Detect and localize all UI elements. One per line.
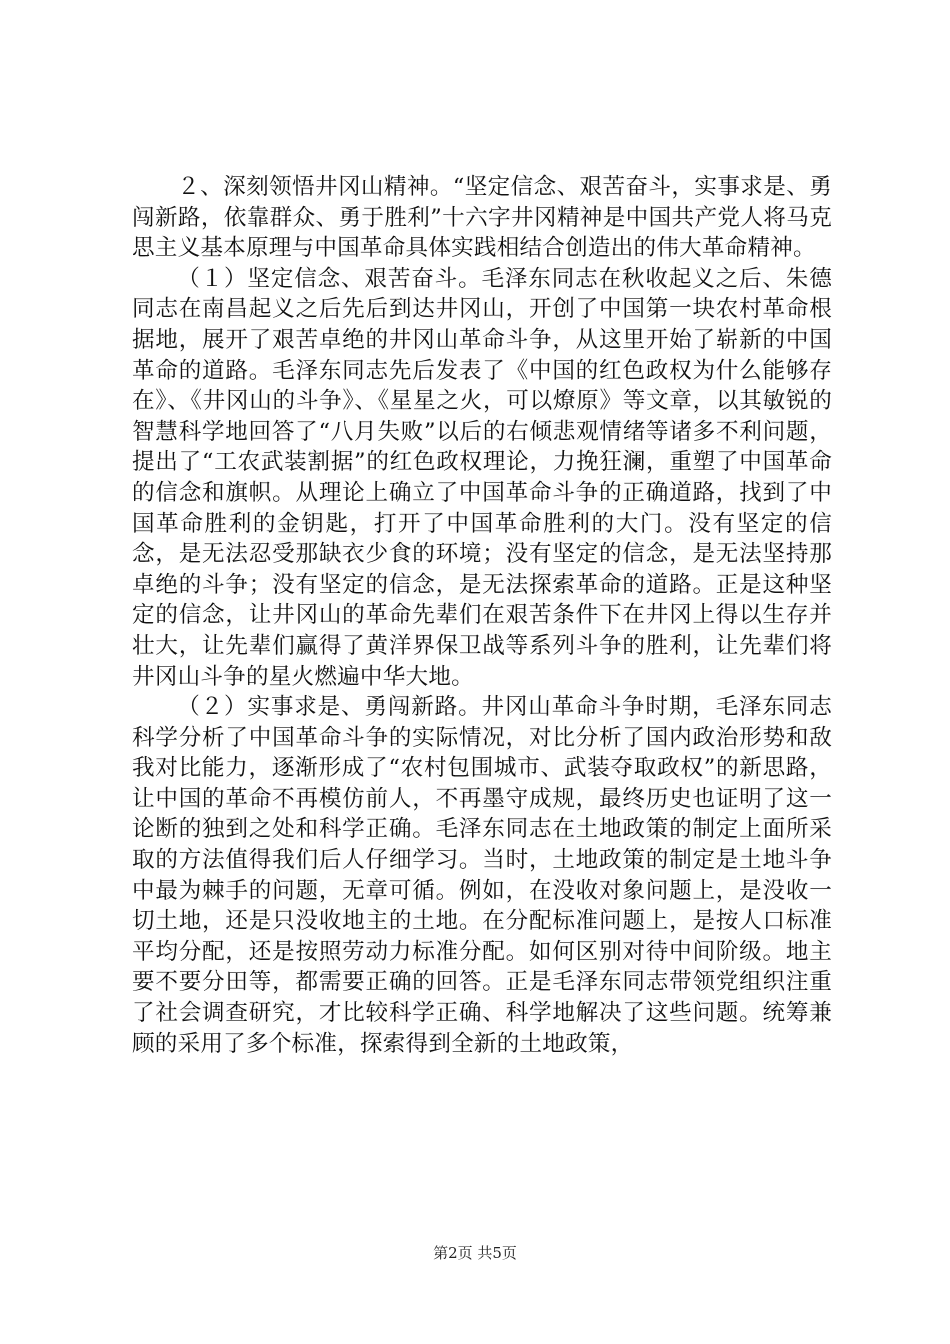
paragraph-firm-belief: （１）坚定信念、艰苦奋斗。毛泽东同志在秋收起义之后、朱德同志在南昌起义之后先后到达井冈山，开创了中国第一块农村革命根据地，展开了艰苦卓绝的井冈山革命斗争，从这里开始了崭新的中国革命的道路。毛泽东同志先后发表了《中国的红色政权为什么能够存在》、《井冈山的斗争》、《星星之火，可以燎原》等文章，以其敏锐的智慧科学地回答了“八月失败”以后的右倾悲观情绪等诸多不利问题，提出了“工农武装割据”的红色政权理论，力挽狂澜，重塑了中国革命的信念和旗帜。从理论上确立了中国革命斗争的正确道路，找到了中国革命胜利的金钥匙，打开了中国革命胜利的大门。没有坚定的信念，是无法忍受那缺衣少食的环境；没有坚定的信念，是无法坚持那卓绝的斗争；没有坚定的信念，是无法探索革命的道路。正是这种坚定的信念，让井冈山的革命先辈们在艰苦条件下在井冈上得以生存并壮大，让先辈们赢得了黄洋界保卫战等系列斗争的胜利，让先辈们将井冈山斗争的星火燃遍中华大地。: [132, 265, 832, 690]
paragraph-jinggangshan-spirit: ２、深刻领悟井冈山精神。“坚定信念、艰苦奋斗，实事求是、勇闯新路，依靠群众、勇于胜利”十六字井冈精神是中国共产党人将马克思主义基本原理与中国革命具体实践相结合创造出的伟大革命精神。: [132, 174, 832, 262]
page-number-footer: 第2页 共5页: [433, 1244, 517, 1262]
document-body: [132, 172, 832, 1059]
paragraph-seek-truth: （２）实事求是、勇闯新路。井冈山革命斗争时期，毛泽东同志科学分析了中国革命斗争的实际情况，对比分析了国内政治形势和敌我对比能力，逐渐形成了“农村包围城市、武装夺取政权”的新思路，让中国的革命不再模仿前人，不再墨守成规，最终历史也证明了这一论断的独到之处和科学正确。毛泽东同志在土地政策的制定上面所采取的方法值得我们后人仔细学习。当时，土地政策的制定是土地斗争中最为棘手的问题，无章可循。例如，在没收对象问题上，是没收一切土地，还是只没收地主的土地。在分配标准问题上，是按人口标准平均分配，还是按照劳动力标准分配。如何区别对待中间阶级。地主要不要分田等，都需要正确的回答。正是毛泽东同志带领党组织注重了社会调查研究，才比较科学正确、科学地解决了这些问题。统筹兼顾的采用了多个标准，探索得到全新的土地政策，: [132, 694, 832, 1057]
